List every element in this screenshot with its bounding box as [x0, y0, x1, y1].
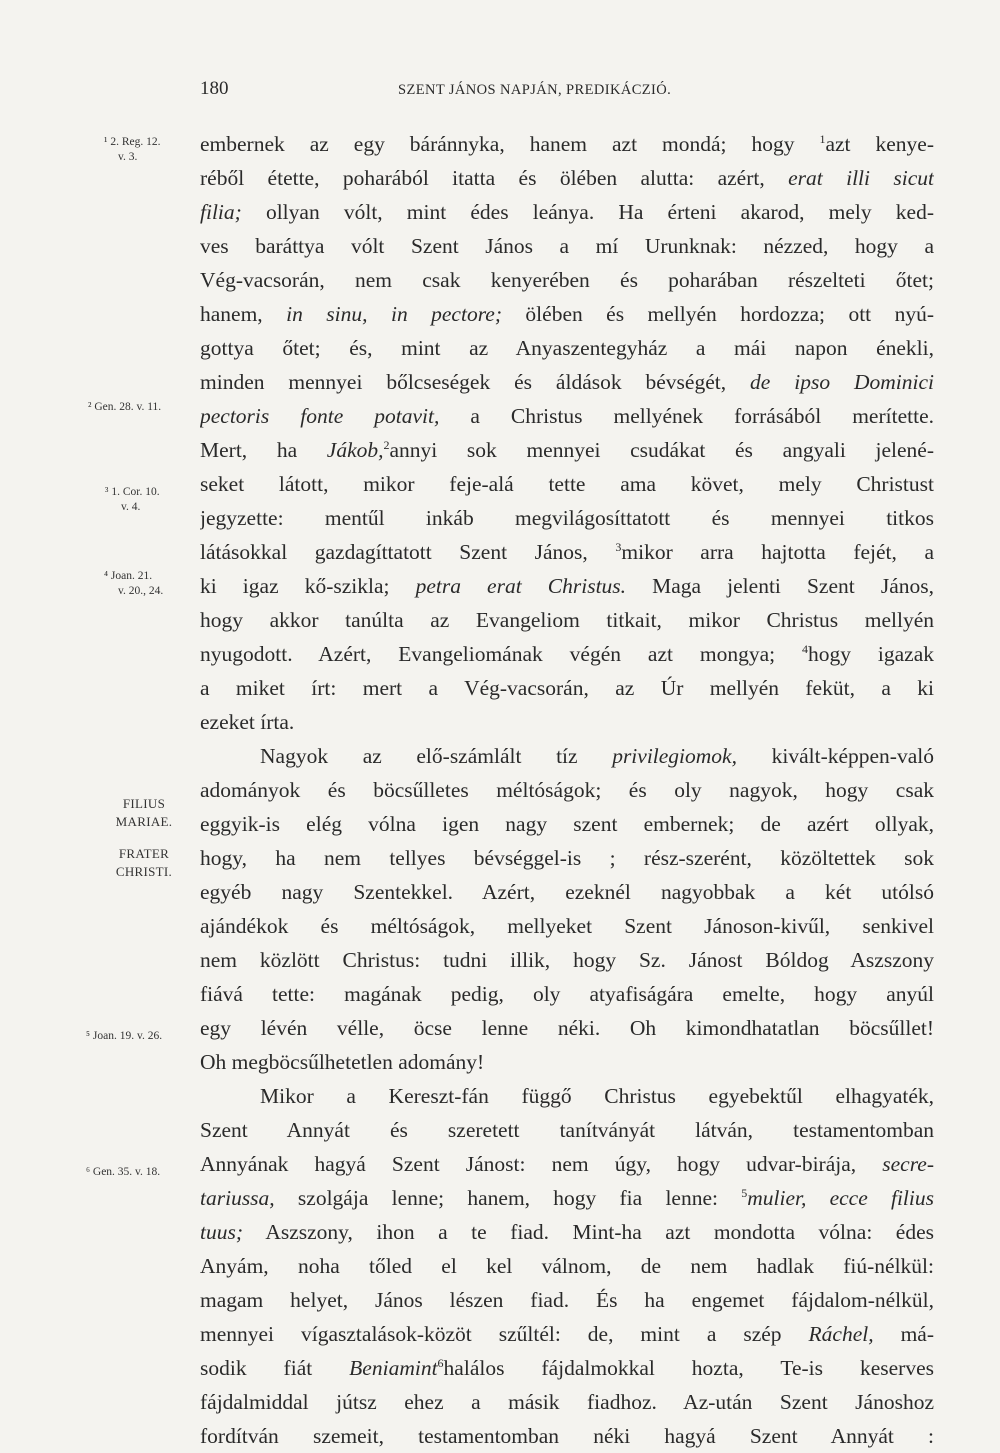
- text-line: [200, 331, 934, 365]
- latin-phrase: mulier, ecce filius: [747, 1186, 934, 1210]
- text-run: nem közlött Christus: tudni illik, hogy Sz. Jánost Bóldog Aszszony: [200, 948, 934, 972]
- text-line: [200, 229, 934, 263]
- text-line: [200, 1113, 934, 1147]
- footnote-marker: 3: [615, 539, 622, 554]
- text-run: adományok és böcsűlletes méltóságok; és oly nagyok, hogy csak: [200, 778, 934, 802]
- page-number: 180: [200, 78, 229, 99]
- text-run: ki igaz kő-szikla;: [200, 574, 416, 598]
- text-run: ves baráttya vólt Szent János a mí Urunknak: nézzed, hogy a: [200, 234, 934, 258]
- text-line: [200, 1079, 934, 1113]
- text-run: fiává tette: magának pedig, oly atyafiságára emelte, hogy anyúl: [200, 982, 934, 1006]
- margin-note-filius: [104, 795, 184, 831]
- text-run: szolgája lenne; hanem, hogy fia lenne:: [274, 1186, 742, 1210]
- text-line: [200, 1419, 934, 1453]
- latin-phrase: Jákob,: [326, 438, 384, 462]
- text-run: Annyának hagyá Szent Jánost: nem úgy, hogy udvar-birája,: [200, 1152, 883, 1176]
- latin-phrase: Beniamint: [349, 1356, 438, 1380]
- text-line: [200, 195, 934, 229]
- text-run: Mikor a Kereszt-fán függő Christus egyebektűl elhagyaték,: [260, 1084, 934, 1108]
- text-line: [200, 1181, 934, 1215]
- footnote-marker: 6: [437, 1355, 444, 1370]
- text-line: [200, 603, 934, 637]
- text-line: [200, 501, 934, 535]
- latin-phrase: secre-: [882, 1152, 934, 1176]
- text-line: [200, 977, 934, 1011]
- margin-note-line: ² Gen. 28. v. 11.: [88, 401, 162, 413]
- margin-note-line: ⁶ Gen. 35. v. 18.: [86, 1166, 161, 1178]
- text-line: [200, 1215, 934, 1249]
- text-run: ollyan vólt, mint édes leánya. Ha érteni akarod, mely ked-: [241, 200, 934, 224]
- text-run: gottya őtet; és, mint az Anyaszentegyház a mái napon énekli,: [200, 336, 934, 360]
- text-run: halálos fájdalmokkal hozta, Te-is keserves: [443, 1356, 934, 1380]
- text-line: [200, 399, 934, 433]
- text-line: [200, 739, 934, 773]
- text-run: Oh megböcsűlhetetlen adomány!: [200, 1050, 485, 1074]
- text-line: [200, 773, 934, 807]
- text-run: seket látott, mikor feje-alá tette ama követ, mely Christust: [200, 472, 934, 496]
- text-line: [200, 297, 934, 331]
- margin-note-5: [86, 1029, 162, 1044]
- text-run: annyi sok mennyei csudákat és angyali jelené-: [389, 438, 934, 462]
- text-run: Szent Annyát és szeretett tanítványát látván, testamentomban: [200, 1118, 934, 1142]
- text-line: [200, 1317, 934, 1351]
- text-line: [200, 1045, 934, 1079]
- margin-note-line: v. 20., 24.: [118, 585, 164, 597]
- body-text: [200, 127, 934, 1453]
- text-line: [200, 1249, 934, 1283]
- text-run: eggyik-is elég vólna igen nagy szent embernek; de azért ollyak,: [200, 812, 934, 836]
- text-run: hogy akkor tanúlta az Evangeliom titkait, mikor Christus mellyén: [200, 608, 934, 632]
- margin-note-2: [88, 400, 161, 415]
- latin-phrase: tuus;: [200, 1220, 243, 1244]
- margin-note-line: ¹ 2. Reg. 12.: [104, 136, 161, 148]
- margin-note-line: ⁴ Joan. 21.: [104, 570, 153, 582]
- text-line: [200, 467, 934, 501]
- text-line: [200, 263, 934, 297]
- text-run: a miket írt: mert a Vég-vacsorán, az Úr mellyén feküt, a ki: [200, 676, 934, 700]
- margin-note-line: ⁵ Joan. 19. v. 26.: [86, 1030, 163, 1042]
- latin-phrase: erat illi sicut: [788, 166, 934, 190]
- text-run: jegyzette: mentűl inkáb megvilágosíttatott és mennyei titkos: [200, 506, 934, 530]
- text-line: [200, 1385, 934, 1419]
- text-run: mikor arra hajtotta fejét, a: [621, 540, 934, 564]
- text-line: [200, 1351, 934, 1385]
- latin-phrase: in sinu, in pectore;: [286, 302, 502, 326]
- text-run: fájdalmiddal jútsz ehez a másik fiadhoz. Az-után Szent Jánoshoz: [200, 1390, 934, 1414]
- text-run: Vég-vacsorán, nem csak kenyerében és poharában részelteti őtet;: [200, 268, 934, 292]
- latin-phrase: privilegiomok,: [612, 744, 737, 768]
- text-line: [200, 807, 934, 841]
- footnote-marker: 5: [741, 1185, 748, 1200]
- margin-note-3: [105, 485, 160, 515]
- text-run: látásokkal gazdagíttatott Szent János,: [200, 540, 616, 564]
- text-run: má-: [873, 1322, 934, 1346]
- text-run: ölében és mellyén hordozza; ott nyú-: [501, 302, 934, 326]
- margin-note-line: ³ 1. Cor. 10.: [105, 486, 160, 498]
- text-line: [200, 1147, 934, 1181]
- text-line: [200, 705, 934, 739]
- text-line: [200, 1011, 934, 1045]
- latin-phrase: pectoris fonte potavit,: [200, 404, 440, 428]
- text-run: embernek az egy báránnyka, hanem azt mondá; hogy: [200, 132, 820, 156]
- text-run: kivált-képpen-való: [736, 744, 934, 768]
- latin-phrase: Ráchel,: [808, 1322, 874, 1346]
- page-header: [0, 78, 1000, 108]
- text-line: [200, 637, 934, 671]
- margin-note-1: [104, 135, 160, 165]
- margin-note-line: CHRISTI.: [115, 864, 173, 879]
- text-run: azt kenye-: [825, 132, 934, 156]
- text-run: ezeket írta.: [200, 710, 295, 734]
- text-line: [200, 1283, 934, 1317]
- text-line: [200, 875, 934, 909]
- text-run: réből étette, poharából itatta és ölében alutta: azért,: [200, 166, 789, 190]
- text-line: [200, 535, 934, 569]
- latin-phrase: petra erat Christus.: [415, 574, 627, 598]
- text-line: [200, 433, 934, 467]
- text-run: mennyei vígasztalások-közöt szűltél: de, mint a szép: [200, 1322, 809, 1346]
- latin-phrase: tariussa,: [200, 1186, 275, 1210]
- text-run: a Christus mellyének forrásából merítette.: [439, 404, 934, 428]
- margin-note-line: FILIUS: [122, 796, 166, 811]
- text-run: hogy, ha nem tellyes bévséggel-is ; rész-szerént, közöltettek sok: [200, 846, 934, 870]
- margin-note-6: [86, 1165, 160, 1180]
- running-title: SZENT JÁNOS NAPJÁN, PREDIKÁCZIÓ.: [398, 82, 672, 98]
- text-run: magam helyet, János lészen fiad. És ha engemet fájdalom-nélkül,: [200, 1288, 934, 1312]
- text-run: Nagyok az elő-számlált tíz: [260, 744, 613, 768]
- text-run: hogy igazak: [807, 642, 934, 666]
- text-run: Maga jelenti Szent János,: [626, 574, 934, 598]
- margin-note-line: v. 3.: [118, 151, 138, 163]
- margin-note-line: FRATER: [118, 846, 170, 861]
- text-run: hanem,: [200, 302, 287, 326]
- margin-note-line: MARIAE.: [115, 814, 173, 829]
- text-line: [200, 841, 934, 875]
- text-line: [200, 671, 934, 705]
- footnote-marker: 1: [819, 131, 826, 146]
- latin-phrase: de ipso Dominici: [750, 370, 934, 394]
- text-run: egyéb nagy Szentekkel. Azért, ezeknél nagyobbak a két utólsó: [200, 880, 934, 904]
- text-line: [200, 569, 934, 603]
- text-line: [200, 909, 934, 943]
- margin-note-4: [104, 569, 163, 599]
- text-run: nyugodott. Azért, Evangeliomának végén azt mongya;: [200, 642, 802, 666]
- latin-phrase: filia;: [200, 200, 242, 224]
- margin-note-frater: [104, 845, 184, 881]
- text-line: [200, 365, 934, 399]
- text-run: fordítván szemeit, testamentomban néki hagyá Szent Annyát :: [200, 1424, 934, 1448]
- text-run: sodik fiát: [200, 1356, 350, 1380]
- text-line: [200, 127, 934, 161]
- text-run: minden mennyei bőlcseségek és áldások bévségét,: [200, 370, 751, 394]
- footnote-marker: 4: [801, 641, 808, 656]
- text-run: Mert, ha: [200, 438, 327, 462]
- text-line: [200, 161, 934, 195]
- text-run: Aszszony, ihon a te fiad. Mint-ha azt mondotta vólna: édes: [243, 1220, 934, 1244]
- text-run: ajándékok és méltóságok, mellyeket Szent Jánoson-kivűl, senkivel: [200, 914, 934, 938]
- text-run: Anyám, noha tőled el kel válnom, de nem hadlak fiú-nélkül:: [200, 1254, 934, 1278]
- margin-note-line: v. 4.: [121, 501, 141, 513]
- footnote-marker: 2: [383, 437, 390, 452]
- text-line: [200, 943, 934, 977]
- text-run: egy lévén vélle, öcse lenne néki. Oh kimondhatatlan böcsűllet!: [200, 1016, 934, 1040]
